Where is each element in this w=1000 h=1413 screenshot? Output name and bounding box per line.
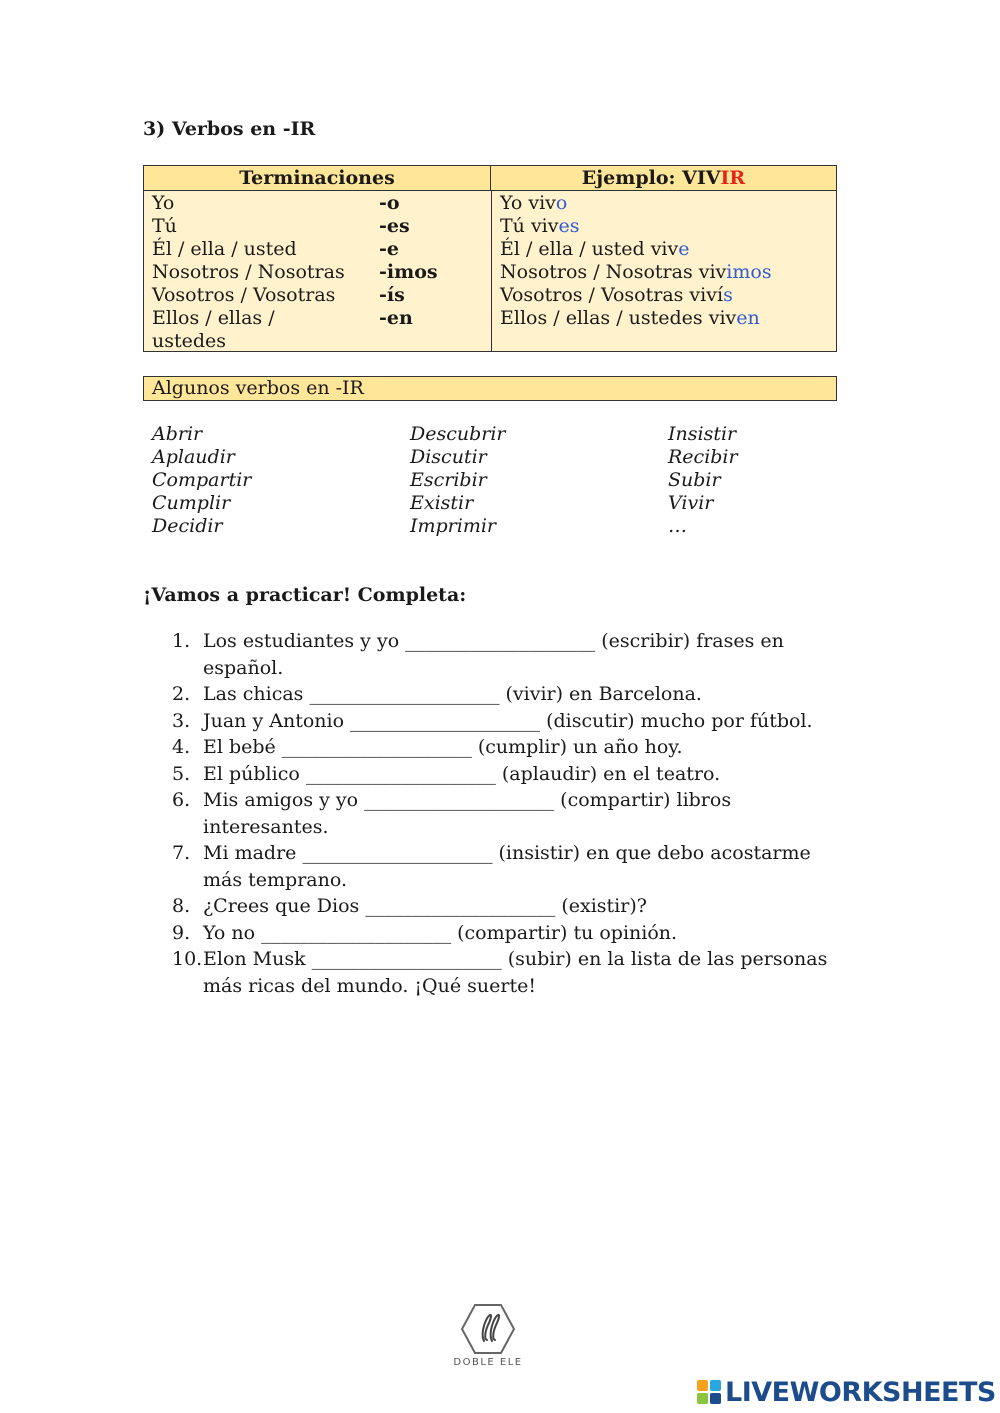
ending-column: [379, 192, 479, 330]
example-cell: [500, 238, 830, 261]
header-terminaciones: Terminaciones: [144, 166, 491, 191]
example-ending: en: [736, 307, 760, 329]
verb-column: [410, 423, 506, 538]
exercise-number: 1.: [172, 630, 191, 652]
verb-column: [668, 423, 738, 538]
verb-item: Abrir: [152, 423, 203, 445]
verb-item: Subir: [668, 469, 721, 491]
logo-text: DOBLE ELE: [453, 1357, 523, 1368]
exercise-line: más ricas del mundo. ¡Qué suerte!: [203, 974, 536, 997]
ending-cell: -es: [379, 215, 410, 237]
exercise-item: [172, 628, 862, 681]
example-stem: Nosotros / Nosotras viv: [500, 261, 727, 283]
pronoun-cell: Ellos / ellas /: [152, 307, 275, 329]
pronoun-column: [152, 192, 372, 353]
exercise-number: 7.: [172, 842, 191, 864]
exercise-text[interactable]: [203, 787, 862, 840]
verb-item: Insistir: [668, 423, 737, 445]
exercise-line: Las chicas ____________________ (vivir) en Barcelona.: [203, 683, 702, 705]
exercise-number: 6.: [172, 789, 191, 811]
exercise-number: 3.: [172, 709, 191, 732]
verbs-box-title: Algunos verbos en -IR: [143, 376, 837, 401]
exercise-number: 10.: [172, 948, 203, 970]
hexagon-logo-icon: [460, 1303, 516, 1355]
example-stem: Ellos / ellas / ustedes viv: [500, 307, 737, 329]
practice-title: ¡Vamos a practicar! Completa:: [143, 584, 467, 606]
exercise-text[interactable]: [203, 761, 862, 788]
verb-item: …: [668, 515, 687, 537]
example-ending: imos: [726, 261, 772, 283]
exercise-line: Los estudiantes y yo ____________________ (escribir) frases en: [203, 630, 784, 652]
example-stem: Vosotros / Vosotras viví: [500, 284, 724, 306]
example-column: [500, 192, 830, 330]
ending-cell: -imos: [379, 261, 438, 283]
example-cell: [500, 307, 830, 330]
doble-ele-logo: [453, 1303, 523, 1371]
exercise-line: Juan y Antonio ____________________ (discutir) mucho por fútbol.: [203, 709, 813, 732]
exercise-item: [172, 893, 862, 920]
header-ejemplo-ending: IR: [720, 167, 746, 189]
exercise-number: 8.: [172, 895, 191, 917]
verb-item: Discutir: [410, 446, 487, 468]
conjugation-table: [143, 165, 837, 352]
example-stem: Él / ella / usted viv: [500, 238, 679, 260]
verb-item: Aplaudir: [152, 446, 235, 468]
exercise-item: [172, 946, 862, 999]
exercise-item: [172, 840, 862, 893]
verb-item: Vivir: [668, 492, 714, 514]
liveworksheets-watermark: [697, 1376, 996, 1408]
exercise-line: más temprano.: [203, 868, 347, 891]
exercise-item: [172, 920, 862, 947]
ending-cell: -ís: [379, 284, 405, 306]
exercise-number: 2.: [172, 683, 191, 705]
exercise-line: Elon Musk ____________________ (subir) en la lista de las personas: [203, 948, 828, 970]
verb-column: [152, 423, 251, 538]
example-ending: s: [723, 284, 733, 306]
pronoun-cell: Nosotros / Nosotras: [152, 261, 345, 283]
exercise-text[interactable]: [203, 681, 862, 708]
exercise-text[interactable]: [203, 708, 862, 735]
exercise-item: [172, 681, 862, 708]
verb-item: Existir: [410, 492, 474, 514]
exercise-item: [172, 761, 862, 788]
ending-cell: -o: [379, 192, 400, 214]
exercise-text[interactable]: [203, 893, 862, 920]
pronoun-cell: Él / ella / usted: [152, 238, 297, 260]
header-ejemplo: [491, 166, 836, 191]
verb-item: Decidir: [152, 515, 223, 537]
verb-item: Escribir: [410, 469, 487, 491]
example-cell: [500, 284, 830, 307]
exercise-line: El bebé ____________________ (cumplir) un año hoy.: [203, 736, 683, 758]
verb-item: Descubrir: [410, 423, 506, 445]
exercise-item: [172, 708, 862, 735]
column-divider: [491, 191, 492, 351]
exercise-text[interactable]: [203, 840, 862, 893]
exercise-text[interactable]: [203, 946, 862, 999]
pronoun-cell: Yo: [152, 192, 175, 214]
pronoun-cell: Tú: [152, 215, 177, 237]
example-cell: [500, 261, 830, 284]
example-stem: Yo viv: [500, 192, 556, 214]
example-cell: [500, 192, 830, 215]
verb-item: Cumplir: [152, 492, 231, 514]
exercise-number: 5.: [172, 762, 191, 785]
exercise-line: Mi madre ____________________ (insistir) en que debo acostarme: [203, 842, 811, 864]
example-cell: [500, 215, 830, 238]
exercise-number: 9.: [172, 921, 191, 944]
verb-item: Imprimir: [410, 515, 497, 537]
exercise-line: ¿Crees que Dios ____________________ (existir)?: [203, 895, 647, 917]
exercise-text[interactable]: [203, 628, 862, 681]
example-ending: es: [558, 215, 580, 237]
exercise-item: [172, 734, 862, 761]
pronoun-cell: ustedes: [152, 330, 227, 352]
exercise-text[interactable]: [203, 920, 862, 947]
exercise-list: [172, 628, 862, 999]
pronoun-cell: Vosotros / Vosotras: [152, 284, 336, 306]
exercise-item: [172, 787, 862, 840]
verb-item: Recibir: [668, 446, 738, 468]
ending-cell: -e: [379, 238, 399, 260]
example-stem: Tú viv: [500, 215, 559, 237]
section-title: 3) Verbos en -IR: [143, 118, 316, 140]
exercise-number: 4.: [172, 736, 191, 758]
ending-cell: -en: [379, 307, 413, 329]
exercise-line: El público ____________________ (aplaudir) en el teatro.: [203, 762, 721, 785]
exercise-line: interesantes.: [203, 815, 329, 838]
exercise-line: Yo no ____________________ (compartir) tu opinión.: [203, 921, 678, 944]
exercise-line: español.: [203, 656, 284, 679]
exercise-line: Mis amigos y yo ____________________ (compartir) libros: [203, 789, 732, 811]
header-ejemplo-prefix: Ejemplo: VIV: [581, 167, 721, 189]
exercise-text[interactable]: [203, 734, 862, 761]
liveworksheets-logo-icon: [697, 1380, 721, 1404]
example-ending: e: [678, 238, 690, 260]
verb-item: Compartir: [152, 469, 252, 491]
example-ending: o: [555, 192, 568, 214]
watermark-text: LIVEWORKSHEETS: [725, 1376, 996, 1408]
